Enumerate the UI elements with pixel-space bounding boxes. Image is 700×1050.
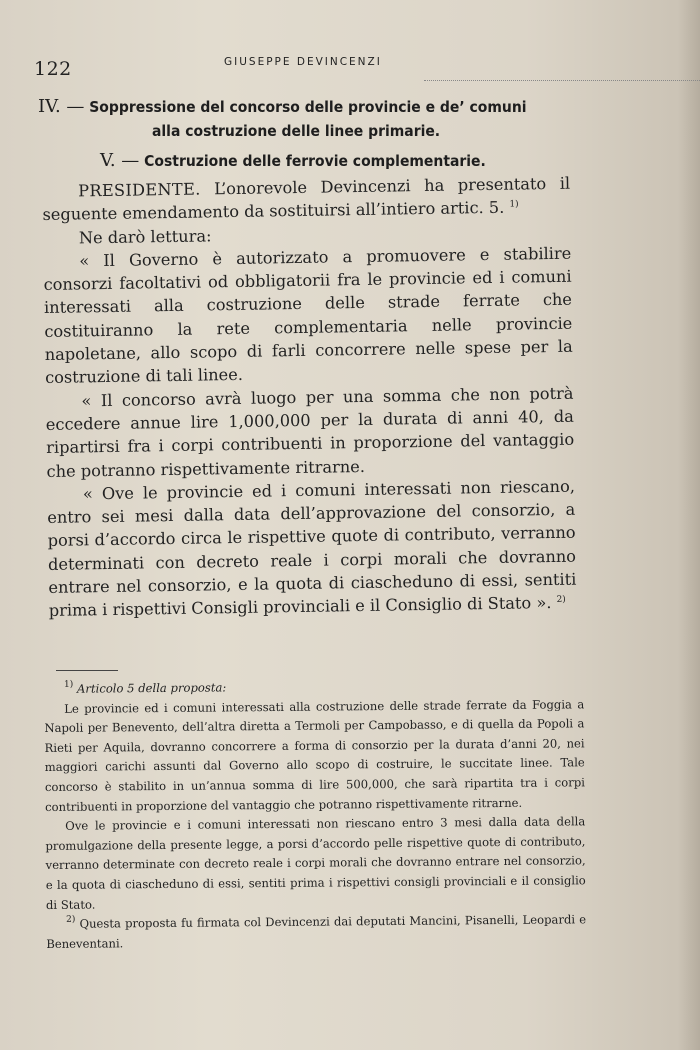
footnote-1-paragraph-1: Le provincie ed i comuni interessati alla costruzione delle strade ferrate da Foggia a Napoli per Benevento, dell’altra diretta a Termoli per Campobasso, e di quella da Popoli a Rieti per Aquila, dovranno concorrere a forma di consorzio per la durata d’anni 20, nei maggiori carichi assunti dal Governo allo scopo di costruire, le succitate linee. Tale concorso è stabilito in un’annua somma di lire 500,000, che sarà ripartita tra i corpi contribuenti in proporzione del vantaggio che potranno rispettivamente ritrarne.: [44, 696, 585, 814]
section-v-heading: [100, 150, 486, 171]
footnotes: [44, 675, 586, 954]
paragraph-reading: Ne darò lettura:: [78, 225, 212, 248]
speaker-name: PRESIDENTE.: [78, 179, 201, 201]
section-iv-title-line1: Soppressione del concorso delle provincie e de’ comuni: [89, 98, 527, 116]
footnote-1-title: Articolo 5 della proposta:: [76, 680, 227, 696]
paragraph-president-text: L’onorevole Devincenzi ha presentato il seguente emendamento da sostituirsi all’intiero artic. 5.: [42, 173, 571, 225]
page-edge-shadow: [678, 0, 700, 1050]
header-dotted-rule: [424, 80, 700, 81]
page-number: 122: [34, 58, 72, 80]
paragraph-quote-3-text: « Ove le provincie ed i comuni interessati non riescano, entro sei mesi dalla data dell’approvazione del consorzio, a porsi d’accordo circa le rispettive quote di contributo, verranno determinati con decreto reale i corpi morali che dovranno entrare nel consorzio, e la quota di ciascheduno di essi, sentiti prima i rispettivi Consigli provinciali e il Consiglio di Stato ».: [47, 476, 577, 621]
paragraph-quote-2: « Il concorso avrà luogo per una somma che non potrà eccedere annue lire 1,000,000 per la durata di anni 40, da ripartirsi fra i corpi contribuenti in proporzione del vantaggio che potranno rispettivamente ritrarne.: [45, 383, 575, 481]
section-v-number: V. —: [100, 150, 140, 171]
footnote-ref-2: 2): [556, 595, 566, 606]
body-text: [42, 172, 577, 623]
footnote-2-text: Questa proposta fu firmata col Devincenzi dai deputati Mancini, Pisanelli, Leopardi e Beneventani.: [46, 912, 587, 951]
paragraph-quote-3: [47, 475, 577, 623]
section-iv-heading: [38, 96, 527, 117]
paragraph-quote-1: « Il Governo è autorizzato a promuovere e stabilire consorzi facoltativi od obbligatorii fra le provincie ed i comuni interessati alla costruzione delle strade ferrate che costituiranno la rete complementaria nelle provincie napoletane, allo scopo di farli concorrere nelle spese per la costruzione di tali linee.: [43, 243, 573, 388]
section-iv-heading-line2: [152, 122, 440, 140]
running-head: GIUSEPPE DEVINCENZI: [224, 56, 382, 68]
page-header: [34, 56, 674, 82]
footnote-2-mark: 2): [66, 914, 76, 925]
section-iv-title-line2: alla costruzione delle linee primarie.: [152, 122, 441, 140]
footnote-1-paragraph-2: Ove le provincie e i comuni interessati non riescano entro 3 mesi dalla data della promulgazione della presente legge, a porsi d’accordo pelle rispettive quote di contributo, verranno determinate con decreto reale i corpi morali che dovranno entrare nel consorzio, e la quota di ciascheduno di essi, sentiti prima i rispettivi consigli provinciali e il consiglio di Stato.: [45, 814, 586, 912]
section-v-title: Costruzione delle ferrovie complementarie.: [144, 152, 486, 170]
paragraph-president: [42, 172, 571, 227]
section-iv-number: IV. —: [38, 96, 85, 117]
footnote-rule: [56, 670, 118, 671]
footnote-1-mark: 1): [63, 679, 74, 690]
footnote-2: [46, 910, 586, 954]
footnote-ref-1: 1): [509, 199, 519, 210]
